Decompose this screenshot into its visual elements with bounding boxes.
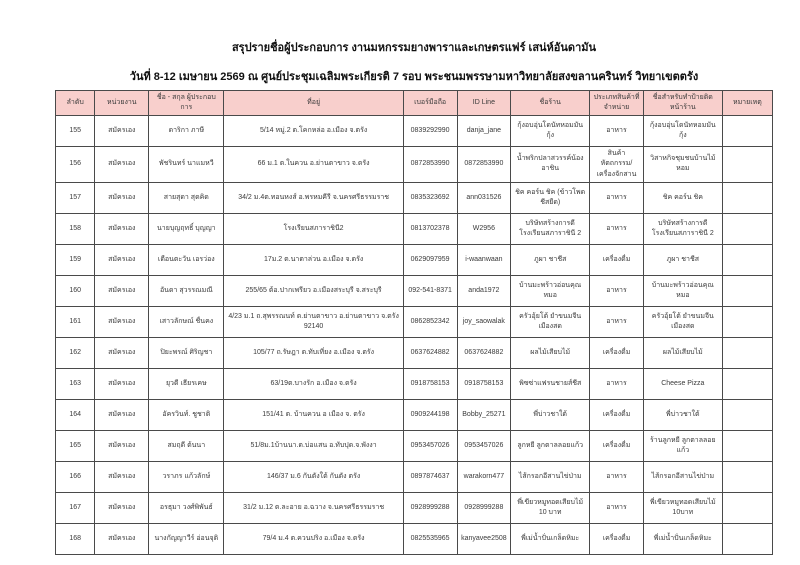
- cell-name: อัครวินท์. ชูชาติ: [149, 399, 224, 430]
- cell-no: 159: [56, 244, 95, 275]
- cell-sign: พี่เม่น้ำปั่นเกล็ดหิมะ: [643, 523, 722, 554]
- cell-shop: กุ้งอบอุ่นโดนัทหอมมันกุ้ง: [511, 116, 590, 147]
- cell-id_line: anda1972: [457, 275, 511, 306]
- column-header-category: ประเภทสินค้าที่จำหน่าย: [590, 91, 644, 116]
- cell-phone: 0918758153: [403, 368, 457, 399]
- cell-shop: น้ำพริกปลาสวรรค์น้องอาชิน: [511, 147, 590, 182]
- cell-sign: ไส้กรอกอีสานไข่ป่าม: [643, 461, 722, 492]
- table-row: [56, 492, 773, 523]
- cell-name: ปิยะพรณ์ ศิริญชา: [149, 337, 224, 368]
- cell-unit: สมัครเอง: [95, 523, 149, 554]
- cell-address: 17ม.2 ต.นาตาล่วน อ.เมือง จ.ตรัง: [224, 244, 403, 275]
- cell-shop: บ้านมะพร้าวอ่อนคุณหมอ: [511, 275, 590, 306]
- cell-address: 31/2 ม.12 ต.ละอาย อ.ฉวาง จ.นครศรีธรรมราช: [224, 492, 403, 523]
- cell-note: [722, 337, 772, 368]
- cell-name: อรธุมา วงศ์พิพันธ์: [149, 492, 224, 523]
- cell-address: 255/65 ต้อ.ปากเพรียว อ.เมืองสระบุรี จ.สระบุรี: [224, 275, 403, 306]
- table-header-row: [56, 91, 773, 116]
- cell-category: เครื่องดื่ม: [590, 399, 644, 430]
- table-row: [56, 182, 773, 213]
- cell-name: เตือนตะวัน เอรว่อง: [149, 244, 224, 275]
- cell-phone: 0839292990: [403, 116, 457, 147]
- cell-unit: สมัครเอง: [95, 116, 149, 147]
- cell-unit: สมัครเอง: [95, 244, 149, 275]
- cell-no: 167: [56, 492, 95, 523]
- column-header-no: ลำดับ: [56, 91, 95, 116]
- cell-phone: 0953457026: [403, 430, 457, 461]
- cell-no: 165: [56, 430, 95, 461]
- cell-shop: ครัวอุ้ยโต้ ยำขนมจีนเมืองสด: [511, 306, 590, 337]
- cell-id_line: warakorn477: [457, 461, 511, 492]
- column-header-sign: ชื่อสำหรับทำป้ายติดหน้าร้าน: [643, 91, 722, 116]
- cell-unit: สมัครเอง: [95, 368, 149, 399]
- cell-id_line: 0637624882: [457, 337, 511, 368]
- cell-name: นายบุญฤทธิ์ บุญญา: [149, 213, 224, 244]
- cell-sign: ชิค คอร์น ชิค: [643, 182, 722, 213]
- cell-category: อาหาร: [590, 213, 644, 244]
- cell-category: อาหาร: [590, 182, 644, 213]
- cell-note: [722, 147, 772, 182]
- cell-unit: สมัครเอง: [95, 461, 149, 492]
- cell-shop: ลูกหยี ลูกตาลลอยแก้ว: [511, 430, 590, 461]
- cell-phone: 0928999288: [403, 492, 457, 523]
- cell-unit: สมัครเอง: [95, 306, 149, 337]
- cell-sign: พี่บ่าวชาใต้: [643, 399, 722, 430]
- cell-note: [722, 399, 772, 430]
- column-header-unit: หน่วยงาน: [95, 91, 149, 116]
- cell-sign: บริษัทสร้างการดี โรงเรียนสภาราชินี 2: [643, 213, 722, 244]
- column-header-shop: ชื่อร้าน: [511, 91, 590, 116]
- report-table: [55, 90, 773, 555]
- cell-address: 63/19ต.บางรัก อ.เมือง จ.ตรัง: [224, 368, 403, 399]
- cell-unit: สมัครเอง: [95, 430, 149, 461]
- cell-name: ดาริกา ภาษี: [149, 116, 224, 147]
- cell-address: 151/41 ต. บ้านควน อ เมือง จ. ตรัง: [224, 399, 403, 430]
- cell-name: อันดา สุวรรณมณี: [149, 275, 224, 306]
- cell-no: 156: [56, 147, 95, 182]
- cell-phone: 0872853990: [403, 147, 457, 182]
- cell-sign: วิสาหกิจชุมชนบ้านไม้หอม: [643, 147, 722, 182]
- report-title: สรุปรายชื่อผู้ประกอบการ งานมหกรรมยางพาราและเกษตรแฟร์ เสน่ห์อันดามัน: [231, 42, 597, 54]
- table-row: [56, 399, 773, 430]
- cell-shop: ภูผา ชาชีส: [511, 244, 590, 275]
- cell-address: 51/8ม.1บ้านนา.ต.บ่อแสน อ.ทับปุด.จ.พังงา: [224, 430, 403, 461]
- cell-name: สมฤดี ต้นนา: [149, 430, 224, 461]
- cell-note: [722, 182, 772, 213]
- report-titles: [55, 38, 773, 85]
- cell-id_line: danja_jane: [457, 116, 511, 147]
- table-row: [56, 461, 773, 492]
- table-row: [56, 430, 773, 461]
- cell-no: 157: [56, 182, 95, 213]
- table-row: [56, 368, 773, 399]
- cell-note: [722, 244, 772, 275]
- cell-no: 163: [56, 368, 95, 399]
- cell-id_line: 0928999288: [457, 492, 511, 523]
- column-header-address: ที่อยู่: [224, 91, 403, 116]
- table-row: [56, 523, 773, 554]
- cell-sign: พี่เขียวหมูทอดเสียบไม้ 10บาท: [643, 492, 722, 523]
- cell-name: พัชรินทร์ นาแมหวี: [149, 147, 224, 182]
- cell-unit: สมัครเอง: [95, 147, 149, 182]
- cell-sign: Cheese Pizza: [643, 368, 722, 399]
- cell-name: เสาวลักษณ์ ชื่นคง: [149, 306, 224, 337]
- cell-category: เครื่องดื่ม: [590, 430, 644, 461]
- cell-address: 66 ม.1 ต.ในควน อ.ย่านตาขาว จ.ตรัง: [224, 147, 403, 182]
- cell-no: 168: [56, 523, 95, 554]
- cell-phone: 0825535965: [403, 523, 457, 554]
- cell-note: [722, 213, 772, 244]
- cell-shop: ชิค คอร์น ชิค (ข้าวโพดชีสยืด): [511, 182, 590, 213]
- cell-category: เครื่องดื่ม: [590, 337, 644, 368]
- cell-shop: พี่บ่าวชาใต้: [511, 399, 590, 430]
- cell-id_line: W2956: [457, 213, 511, 244]
- cell-category: อาหาร: [590, 492, 644, 523]
- table-row: [56, 337, 773, 368]
- cell-id_line: ann031526: [457, 182, 511, 213]
- cell-phone: 0909244198: [403, 399, 457, 430]
- cell-note: [722, 368, 772, 399]
- column-header-phone: เบอร์มือถือ: [403, 91, 457, 116]
- cell-phone: 0835323692: [403, 182, 457, 213]
- cell-category: สินค้าหัตถกรรม/เครื่องจักสาน: [590, 147, 644, 182]
- cell-id_line: i-waanwaan: [457, 244, 511, 275]
- cell-address: 146/37 ม.6 กันตังใต้ กันตัง ตรัง: [224, 461, 403, 492]
- cell-no: 166: [56, 461, 95, 492]
- cell-category: อาหาร: [590, 368, 644, 399]
- cell-phone: 0897874637: [403, 461, 457, 492]
- cell-shop: พี่เม่น้ำปั่นเกล็ดหิมะ: [511, 523, 590, 554]
- table-row: [56, 213, 773, 244]
- cell-phone: 0637624882: [403, 337, 457, 368]
- cell-note: [722, 116, 772, 147]
- cell-category: อาหาร: [590, 461, 644, 492]
- cell-id_line: kanyavee2508: [457, 523, 511, 554]
- cell-address: 34/2 ม.4ต.ทอนหงส์ อ.พรหมคีรี จ.นครศรีธรรมราช: [224, 182, 403, 213]
- cell-category: อาหาร: [590, 116, 644, 147]
- cell-name: สายสุดา สุดคิด: [149, 182, 224, 213]
- table-body: [56, 116, 773, 554]
- cell-address: 4/23 ม.1 ถ.สุพรรณนท์ ต.ย่านตาขาว อ.ย่านตาขาว จ.ตรัง 92140: [224, 306, 403, 337]
- cell-unit: สมัครเอง: [95, 492, 149, 523]
- cell-note: [722, 275, 772, 306]
- column-header-note: หมายเหตุ: [722, 91, 772, 116]
- cell-name: นางกัญญาวีร์ อ่อนจุติ: [149, 523, 224, 554]
- cell-category: อาหาร: [590, 275, 644, 306]
- cell-shop: ผลไม้เสียบไม้: [511, 337, 590, 368]
- column-header-name: ชื่อ - สกุล ผู้ประกอบการ: [149, 91, 224, 116]
- cell-id_line: joy_saowalak: [457, 306, 511, 337]
- cell-sign: ครัวอุ้ยโต้ ยำขนมจีนเมืองสด: [643, 306, 722, 337]
- cell-no: 161: [56, 306, 95, 337]
- cell-address: 105/77 ถ.รัษฎา ต.ทับเที่ยง อ.เมือง จ.ตรัง: [224, 337, 403, 368]
- table-row: [56, 306, 773, 337]
- cell-category: เครื่องดื่ม: [590, 523, 644, 554]
- cell-no: 164: [56, 399, 95, 430]
- cell-category: เครื่องดื่ม: [590, 244, 644, 275]
- cell-no: 162: [56, 337, 95, 368]
- cell-note: [722, 306, 772, 337]
- cell-unit: สมัครเอง: [95, 399, 149, 430]
- cell-shop: พิซซ่าแฟรนชายส์ชีส: [511, 368, 590, 399]
- cell-no: 160: [56, 275, 95, 306]
- cell-sign: ภูผา ชาชีส: [643, 244, 722, 275]
- cell-address: โรงเรียนสภาราชินี2: [224, 213, 403, 244]
- cell-name: ยุวดี เธียรเคษ: [149, 368, 224, 399]
- cell-id_line: Bobby_25271: [457, 399, 511, 430]
- cell-category: อาหาร: [590, 306, 644, 337]
- cell-shop: บริษัทสร้างการดี โรงเรียนสภาราชินี 2: [511, 213, 590, 244]
- cell-shop: พี่เขียวหมูทอดเสียบไม้ 10 บาท: [511, 492, 590, 523]
- cell-sign: ร้านลูกหยี ลูกตาลลอยแก้ว: [643, 430, 722, 461]
- cell-phone: 0813702378: [403, 213, 457, 244]
- cell-name: วราภร แก้วลักษ์: [149, 461, 224, 492]
- cell-phone: 0629097959: [403, 244, 457, 275]
- table-row: [56, 147, 773, 182]
- cell-note: [722, 523, 772, 554]
- cell-unit: สมัครเอง: [95, 213, 149, 244]
- cell-no: 155: [56, 116, 95, 147]
- cell-sign: บ้านมะพร้าวอ่อนคุณหมอ: [643, 275, 722, 306]
- cell-sign: ผลไม้เสียบไม้: [643, 337, 722, 368]
- cell-no: 158: [56, 213, 95, 244]
- cell-note: [722, 492, 772, 523]
- cell-id_line: 0918758153: [457, 368, 511, 399]
- cell-address: 5/14 หมู่.2 ต.โคกหล่อ อ.เมือง จ.ตรัง: [224, 116, 403, 147]
- cell-id_line: 0953457026: [457, 430, 511, 461]
- cell-phone: 0862852342: [403, 306, 457, 337]
- cell-address: 79/4 ม.4 ต.ควนปริง อ.เมือง จ.ตรัง: [224, 523, 403, 554]
- cell-unit: สมัครเอง: [95, 337, 149, 368]
- cell-unit: สมัครเอง: [95, 275, 149, 306]
- cell-id_line: 0872853990: [457, 147, 511, 182]
- cell-sign: กุ้งอบอุ่นโดนัทหอมมันกุ้ง: [643, 116, 722, 147]
- cell-note: [722, 430, 772, 461]
- cell-unit: สมัครเอง: [95, 182, 149, 213]
- table-row: [56, 116, 773, 147]
- report-subtitle: วันที่ 8-12 เมษายน 2569 ณ ศูนย์ประชุมเฉลิมพระเกียรติ 7 รอบ พระชนมพรรษามหาวิทยาลัยสงขลานครินทร์ วิทยาเขตตรัง: [129, 71, 699, 83]
- cell-phone: 092-541-8371: [403, 275, 457, 306]
- table-row: [56, 244, 773, 275]
- cell-note: [722, 461, 772, 492]
- column-header-id_line: ID Line: [457, 91, 511, 116]
- table-row: [56, 275, 773, 306]
- cell-shop: ไส้กรอกอีสานไข่ป่าม: [511, 461, 590, 492]
